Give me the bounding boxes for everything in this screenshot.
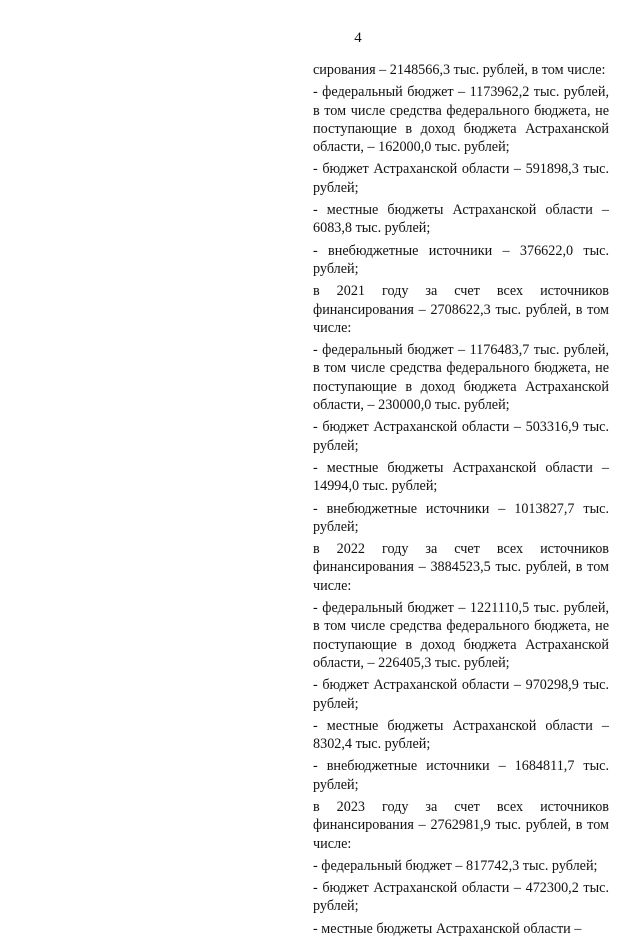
paragraph-2021-regional-budget: - бюджет Астраханской области – 503316,9 тыс. рублей; [313, 419, 609, 454]
paragraph-2023-local-budgets: - местные бюджеты Астраханской области – [313, 920, 582, 937]
paragraph-2020-regional-budget: - бюджет Астраханской области – 591898,3 тыс. рублей; [313, 161, 609, 196]
paragraph-2020-federal-budget: - федеральный бюджет – 1173962,2 тыс. рублей, в том числе средства федерального бюджета, не поступающие в доход бюджета Астраханской области, – 162000,0 тыс. рублей; [313, 84, 609, 156]
paragraph-2022-local-budgets: - местные бюджеты Астраханской области – 8302,4 тыс. рублей; [313, 717, 609, 753]
paragraph-2023-federal-budget: - федеральный бюджет – 817742,3 тыс. рублей; [313, 857, 598, 874]
paragraph-2021-federal-budget: - федеральный бюджет – 1176483,7 тыс. рублей, в том числе средства федерального бюджета, не поступающие в доход бюджета Астраханской области, – 230000,0 тыс. рублей; [313, 342, 609, 414]
paragraph-2022-federal-budget: - федеральный бюджет – 1221110,5 тыс. рублей, в том числе средства федерального бюджета, не поступающие в доход бюджета Астраханской области, – 226405,3 тыс. рублей; [313, 600, 609, 671]
paragraph-2020-local-budgets: - местные бюджеты Астраханской области – 6083,8 тыс. рублей; [313, 202, 609, 237]
paragraph-2020-extrabudgetary: - внебюджетные источники – 376622,0 тыс. рублей; [313, 242, 609, 277]
paragraph-2022-regional-budget: - бюджет Астраханской области – 970298,9 тыс. рублей; [313, 677, 609, 712]
paragraph-2023-regional-budget: - бюджет Астраханской области – 472300,2 тыс. рублей; [313, 880, 609, 915]
paragraph-2023-total: в 2023 году за счет всех источников финансирования – 2762981,9 тыс. рублей, в том числе: [313, 798, 609, 852]
text-column [313, 61, 609, 942]
paragraph-2022-total: в 2022 году за счет всех источников финансирования – 3884523,5 тыс. рублей, в том числе: [313, 541, 609, 594]
paragraph-continuation-2020-total: сирования – 2148566,3 тыс. рублей, в том числе: [313, 62, 606, 78]
paragraph-2021-local-budgets: - местные бюджеты Астраханской области – 14994,0 тыс. рублей; [313, 459, 609, 495]
page-number: 4 [354, 30, 362, 46]
paragraph-2022-extrabudgetary: - внебюджетные источники – 1684811,7 тыс. рублей; [313, 758, 609, 793]
paragraph-2021-total: в 2021 году за счет всех источников финансирования – 2708622,3 тыс. рублей, в том числе: [313, 283, 609, 336]
paragraph-2021-extrabudgetary: - внебюджетные источники – 1013827,7 тыс. рублей; [313, 500, 609, 535]
